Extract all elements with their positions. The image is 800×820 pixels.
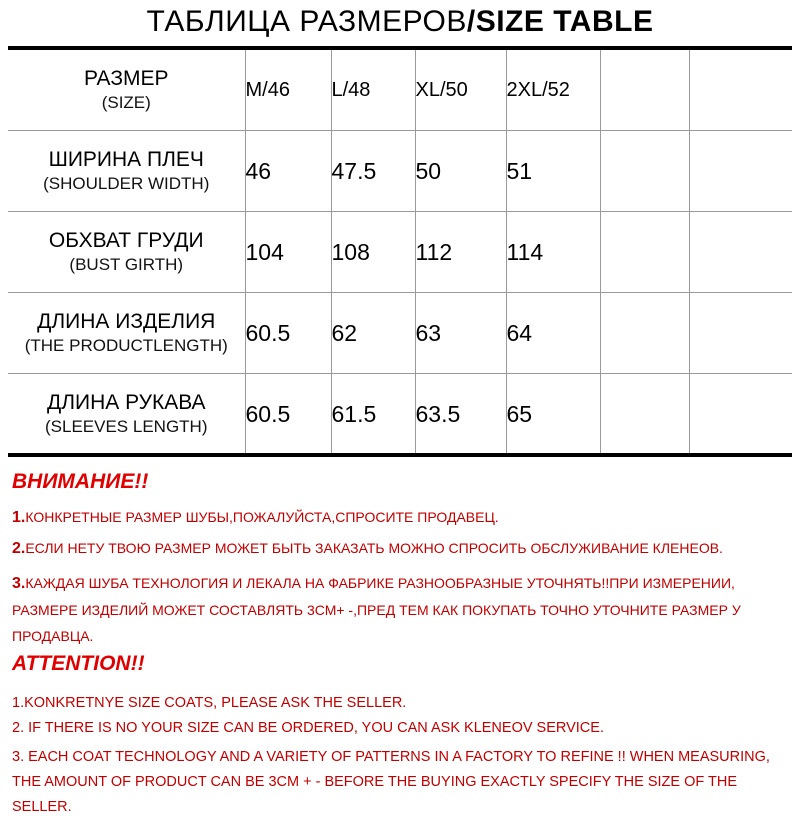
value-cell: 64	[506, 293, 600, 374]
value-cell: 112	[415, 212, 506, 293]
notice-ru-text: КАЖДАЯ ШУБА ТЕХНОЛОГИЯ И ЛЕКАЛА НА ФАБРИКЕ РАЗНООБРАЗНЫЕ УТОЧНЯТЬ!!ПРИ ИЗМЕРЕНИИ, РАЗМЕРЕ ИЗДЕЛИЙ МОЖЕТ СОСТАВЛЯТЬ 3СМ+ -,ПРЕД ТЕМ КАК ПОКУПАТЬ ТОЧНО УТОЧНИТЕ РАЗМЕР У ПРОДАВЦА.	[12, 575, 741, 644]
value-cell	[689, 293, 792, 374]
table-row	[8, 212, 792, 293]
value-cell: 61.5	[331, 374, 415, 455]
value-cell: 60.5	[245, 293, 331, 374]
row-label-ru: ШИРИНА ПЛЕЧ	[48, 148, 204, 171]
value-cell: 114	[506, 212, 600, 293]
size-table	[8, 50, 792, 454]
value-cell: 60.5	[245, 374, 331, 455]
value-cell: 63	[415, 293, 506, 374]
title-separator: /	[466, 5, 476, 38]
size-header-cell: M/46	[245, 50, 331, 131]
notice-ru-num: 1.	[12, 509, 26, 526]
notice-heading-ru: ВНИМАНИЕ!!	[12, 470, 149, 493]
title-ru: ТАБЛИЦА РАЗМЕРОВ	[146, 5, 467, 38]
value-cell: 108	[331, 212, 415, 293]
row-label-en: (SHOULDER WIDTH)	[43, 174, 210, 193]
table-row	[8, 131, 792, 212]
notice-en-item: 1.KONKRETNYE SIZE COATS, PLEASE ASK THE SELLER.	[12, 695, 407, 711]
size-header-cell	[600, 50, 689, 131]
value-cell: 50	[415, 131, 506, 212]
value-cell	[689, 131, 792, 212]
row-label-en: (SLEEVES LENGTH)	[45, 417, 208, 436]
row-label-cell	[8, 212, 245, 293]
notice-ru-item	[12, 570, 788, 649]
row-label-ru: ДЛИНА ИЗДЕЛИЯ	[37, 310, 216, 333]
title-en: SIZE TABLE	[475, 5, 654, 38]
row-label-en: (BUST GIRTH)	[69, 255, 184, 274]
row-label-ru: ДЛИНА РУКАВА	[46, 391, 206, 414]
size-header-cell: 2XL/52	[506, 50, 600, 131]
notice-ru-text: КОНКРЕТНЫЕ РАЗМЕР ШУБЫ,ПОЖАЛУЙСТА,СПРОСИТЕ ПРОДАВЕЦ.	[25, 509, 499, 525]
size-label-ru: РАЗМЕР	[83, 67, 169, 90]
notice-en-item: 3. EACH COAT TECHNOLOGY AND A VARIETY OF PATTERNS IN A FACTORY TO REFINE !! WHEN MEASURING, THE AMOUNT OF PRODUCT CAN BE 3CM + - BEFORE THE BUYING EXACTLY SPECIFY THE SIZE OF THE SELLER.	[12, 749, 770, 815]
notice-ru-num: 2.	[12, 540, 26, 557]
value-cell	[689, 212, 792, 293]
row-label-cell	[8, 131, 245, 212]
value-cell: 62	[331, 293, 415, 374]
value-cell: 46	[245, 131, 331, 212]
size-header-cell	[689, 50, 792, 131]
notice-ru-item	[12, 538, 788, 559]
value-cell	[600, 293, 689, 374]
notice-ru-text: ЕСЛИ НЕТУ ТВОЮ РАЗМЕР МОЖЕТ БЫТЬ ЗАКАЗАТЬ МОЖНО СПРОСИТЬ ОБСЛУЖИВАНИЕ КЛЕНЕОВ.	[25, 540, 723, 556]
value-cell: 65	[506, 374, 600, 455]
value-cell: 51	[506, 131, 600, 212]
notice-ru-item	[12, 507, 788, 528]
table-row	[8, 374, 792, 455]
size-header-cell: L/48	[331, 50, 415, 131]
header-label-cell	[8, 50, 245, 131]
value-cell: 47.5	[331, 131, 415, 212]
size-label-en: (SIZE)	[101, 93, 151, 112]
row-label-cell	[8, 374, 245, 455]
notice-en-item: 2. IF THERE IS NO YOUR SIZE CAN BE ORDERED, YOU CAN ASK KLENEOV SERVICE.	[12, 720, 604, 736]
value-cell	[600, 374, 689, 455]
table-row	[8, 293, 792, 374]
value-cell	[600, 131, 689, 212]
value-cell	[689, 374, 792, 455]
value-cell: 63.5	[415, 374, 506, 455]
bottom-rule	[8, 453, 792, 457]
notice-heading-en: ATTENTION!!	[12, 652, 145, 675]
page-title	[0, 0, 800, 44]
size-header-cell: XL/50	[415, 50, 506, 131]
row-label-en: (THE PRODUCTLENGTH)	[24, 336, 228, 355]
row-label-ru: ОБХВАТ ГРУДИ	[48, 229, 204, 252]
table-header-row	[8, 50, 792, 131]
value-cell: 104	[245, 212, 331, 293]
row-label-cell	[8, 293, 245, 374]
notice-ru-num: 3.	[12, 575, 26, 592]
value-cell	[600, 212, 689, 293]
